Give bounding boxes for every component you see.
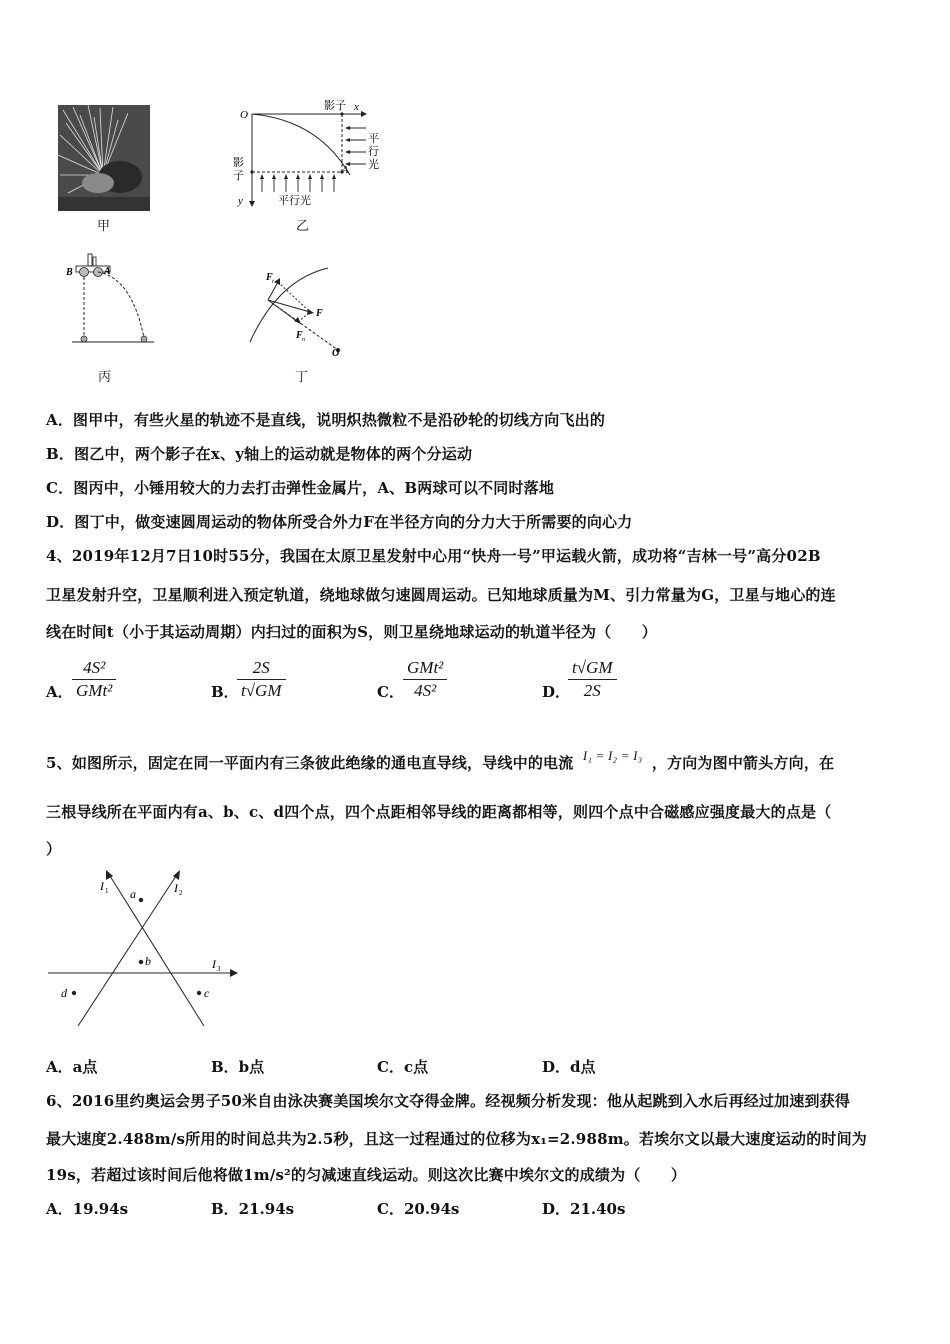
q4-option-b-den: t√GM [241, 681, 282, 700]
q3-option-a: A．图甲中，有些火星的轨迹不是直线，说明炽热微粒不是沿砂轮的切线方向飞出的 [46, 411, 606, 429]
q5-point-b: b [145, 954, 151, 968]
q5-label-i3: I [212, 957, 216, 971]
q5-text-line-1b: ，方向为图中箭头方向，在 [651, 754, 835, 772]
yi-label-x: x [354, 101, 359, 113]
q5-label-i1-sub: 1 [105, 887, 109, 895]
q4-option-c-label: C． [377, 683, 404, 701]
ding-label-f: F [316, 308, 323, 319]
q4-option-a-label: A． [46, 683, 73, 701]
ding-label-o: O [332, 348, 340, 359]
figure-ding-diagram [238, 260, 358, 360]
q5-current-equation: I₁ = I₂ = I₃ [582, 748, 643, 763]
yi-parallel-light-bottom: 平行光 [278, 195, 311, 207]
bing-label-a: A [104, 266, 111, 277]
q5-point-d: d [61, 986, 67, 1000]
q5-point-c: c [204, 986, 210, 1000]
q4-option-a-den: GMt² [76, 681, 113, 700]
q5-option-d: D．d点 [542, 1058, 596, 1076]
q4-option-d-label: D． [542, 683, 571, 701]
q6-text-line-2: 最大速度2.488m/s所用的时间总共为2.5秒，且这一过程通过的位移为x₁=2.988m。若埃尔文以最大速度运动的时间为 [46, 1130, 867, 1148]
q5-option-a: A．a点 [46, 1058, 98, 1076]
bing-label-b: B [66, 267, 73, 278]
sparks-image [58, 105, 150, 211]
q5-text-line-1 [46, 748, 835, 773]
caption-ding: 丁 [295, 370, 309, 385]
yi-label-o: O [240, 109, 248, 121]
q3-option-c: C．图丙中，小锤用较大的力去打击弹性金属片，A、B两球可以不同时落地 [46, 479, 555, 497]
q4-text-line-2: 卫星发射升空，卫星顺利进入预定轨道，绕地球做匀速圆周运动。已知地球质量为M、引力常量为G，卫星与地心的连 [46, 586, 836, 604]
q5-label-i2: I [174, 881, 178, 895]
q6-text-line-3: 19s，若超过该时间后他将做1m/s²的匀减速直线运动。则这次比赛中埃尔文的成绩为（ ） [46, 1166, 687, 1184]
q4-text-line-1: 4、2019年12月7日10时55分，我国在太原卫星发射中心用“快舟一号”甲运载火箭，成功将“吉林一号”高分02B [46, 547, 821, 565]
q6-option-c: C．20.94s [377, 1200, 460, 1218]
q4-option-a-fraction [72, 657, 116, 702]
q5-option-c: C．c点 [377, 1058, 429, 1076]
yi-shadow-top: 影子 [324, 100, 346, 112]
q5-option-b: B．b点 [211, 1058, 265, 1076]
yi-label-a: A [342, 165, 349, 176]
q6-option-a: A．19.94s [46, 1200, 129, 1218]
q5-text-line-1a: 5、如图所示，固定在同一平面内有三条彼此绝缘的通电直导线，导线中的电流 [46, 754, 574, 772]
ding-label-fn-sub: n [302, 337, 305, 343]
ding-label-f1: F [266, 272, 273, 283]
q5-label-i3-sub: 3 [217, 965, 221, 973]
q5-text-line-3: ） [46, 840, 62, 858]
yi-parallel-light-right-3: 光 [368, 159, 379, 171]
yi-parallel-light-right-2: 行 [368, 146, 379, 158]
q5-label-i1: I [100, 879, 104, 893]
q4-option-d-num: t√GM [568, 657, 617, 680]
q4-text-line-3: 线在时间t（小于其运动周期）内扫过的面积为S，则卫星绕地球运动的轨道半径为（ ） [46, 623, 657, 641]
q6-text-line-1: 6、2016里约奥运会男子50米自由泳决赛美国埃尔文夺得金牌。经视频分析发现：他从起跳到入水后再经过加速到获得 [46, 1092, 851, 1110]
q4-option-a-num: 4S² [72, 657, 116, 680]
caption-jia: 甲 [97, 219, 111, 234]
q3-option-b: B．图乙中，两个影子在x、y轴上的运动就是物体的两个分运动 [46, 445, 473, 463]
q4-option-d-fraction [568, 657, 617, 702]
q4-option-b-fraction [237, 657, 286, 702]
yi-label-y: y [238, 195, 243, 207]
q6-option-b: B．21.94s [211, 1200, 295, 1218]
q4-option-c-fraction [403, 657, 447, 702]
q4-option-c-den: 4S² [414, 681, 437, 700]
q4-option-b-label: B． [211, 683, 239, 701]
ding-label-fn: F [296, 330, 303, 341]
figure-bing-diagram [62, 248, 162, 348]
q5-point-a: a [130, 887, 136, 901]
q5-text-line-2: 三根导线所在平面内有a、b、c、d四个点，四个点距相邻导线的距离都相等，则四个点中合磁感应强度最大的点是（ [46, 803, 832, 821]
q4-option-b-num: 2S [237, 657, 286, 680]
yi-parallel-light-right-1: 平 [368, 133, 379, 145]
q3-option-d: D．图丁中，做变速圆周运动的物体所受合外力F在半径方向的分力大于所需要的向心力 [46, 513, 633, 531]
caption-bing: 丙 [98, 370, 112, 385]
q5-wire-diagram [44, 868, 244, 1033]
yi-shadow-left-1: 影 [233, 157, 244, 169]
figure-yi-diagram [228, 100, 388, 230]
q6-option-d: D．21.40s [542, 1200, 626, 1218]
ding-label-f1-sub: t [272, 279, 274, 285]
q4-option-c-num: GMt² [403, 657, 447, 680]
q4-option-d-den: 2S [583, 681, 601, 700]
figure-jia-photo [58, 105, 150, 211]
yi-shadow-left-2: 子 [233, 170, 244, 182]
caption-yi: 乙 [296, 219, 310, 234]
q5-label-i2-sub: 2 [179, 889, 183, 897]
